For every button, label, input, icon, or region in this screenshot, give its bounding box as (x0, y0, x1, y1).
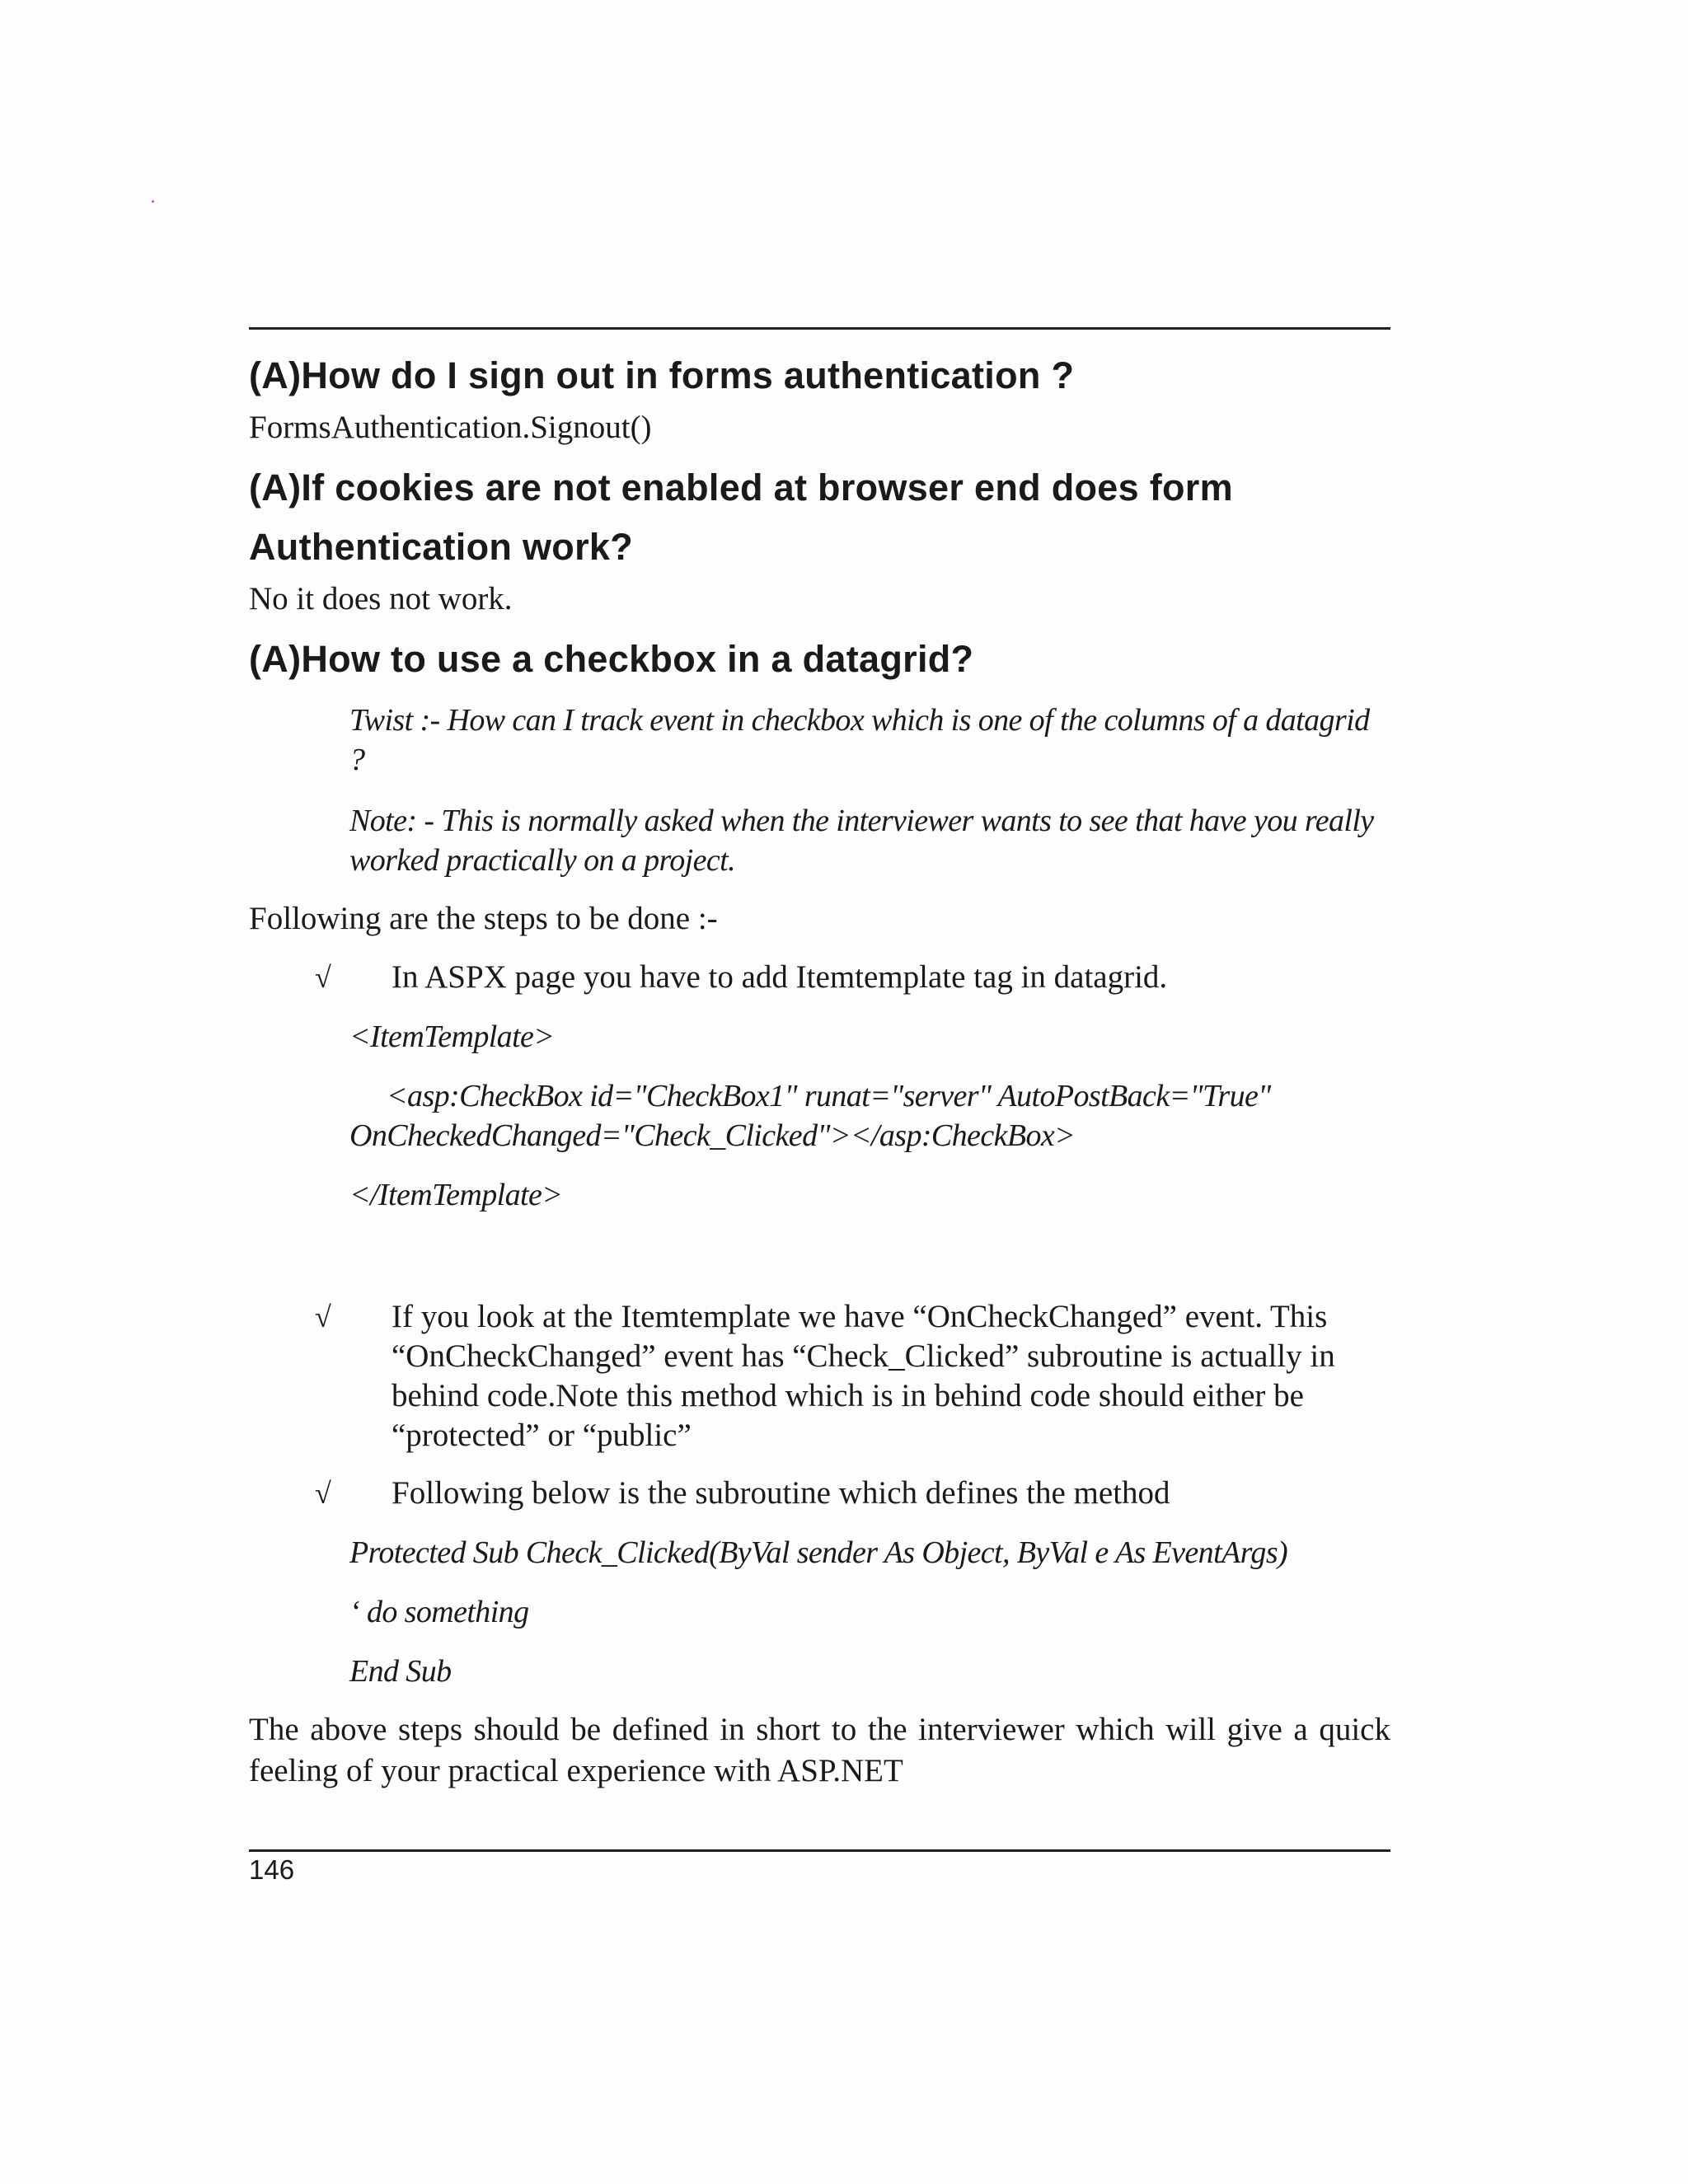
question-checkbox: (A)How to use a checkbox in a datagrid? (249, 638, 974, 680)
closing-line2: feeling of your practical experience with ASP.NET (249, 1753, 903, 1788)
steps-intro: Following are the steps to be done :- (249, 901, 718, 936)
question-signout: (A)How do I sign out in forms authentication ? (249, 354, 1075, 396)
code-checkbox-line2: OnCheckedChanged="Check_Clicked"></asp:CheckBox> (349, 1118, 1076, 1153)
answer-cookies: No it does not work. (249, 581, 513, 616)
page-content (249, 346, 1390, 1792)
check-mark-icon: √ (315, 1301, 331, 1333)
note-line1: Note: - This is normally asked when the interviewer wants to see that have you really (349, 804, 1374, 838)
code-itemtemplate-close: </ItemTemplate> (349, 1178, 563, 1212)
bullet-text: Following below is the subroutine which defines the method (392, 1475, 1170, 1511)
answer-signout: FormsAuthentication.Signout() (249, 410, 652, 445)
bullet-text: If you look at the Itemtemplate we have “OnCheckChanged” event. This “OnCheckChanged” event has “Check_Clicked” subroutine is actually in behind code.Note this method which is in behind code should either be “protected” or “public” (392, 1299, 1335, 1453)
bullet-item-2 (315, 1297, 1390, 1455)
question-cookies-line1: (A)If cookies are not enabled at browser end does form (249, 466, 1233, 509)
bullet-text: In ASPX page you have to add Itemtemplate tag in datagrid. (392, 959, 1168, 995)
code-checkbox-line1: <asp:CheckBox id="CheckBox1" runat="server" AutoPostBack="True" (387, 1079, 1271, 1113)
question-cookies-line2: Authentication work? (249, 526, 633, 568)
note-line2: worked practically on a project. (349, 843, 736, 878)
page-number: 146 (249, 1854, 295, 1885)
code-sub-line3: End Sub (349, 1654, 452, 1689)
check-mark-icon: √ (315, 1477, 331, 1510)
code-itemtemplate-open: <ItemTemplate> (349, 1019, 555, 1054)
header-rule (249, 327, 1390, 330)
code-sub-line1: Protected Sub Check_Clicked(ByVal sender As Object, ByVal e As EventArgs) (349, 1535, 1288, 1570)
closing-line1: The above steps should be defined in short to the interviewer which will give a quick (249, 1712, 1390, 1747)
check-mark-icon: √ (315, 961, 331, 994)
twist-text: Twist :- How can I track event in checkbox which is one of the columns of a datagrid ? (349, 703, 1370, 777)
bullet-item-3 (315, 1474, 1390, 1513)
code-sub-line2: ‘ do something (349, 1595, 529, 1629)
stray-mark (152, 200, 154, 203)
bullet-item-1 (315, 958, 1390, 997)
footer-rule (249, 1849, 1390, 1852)
